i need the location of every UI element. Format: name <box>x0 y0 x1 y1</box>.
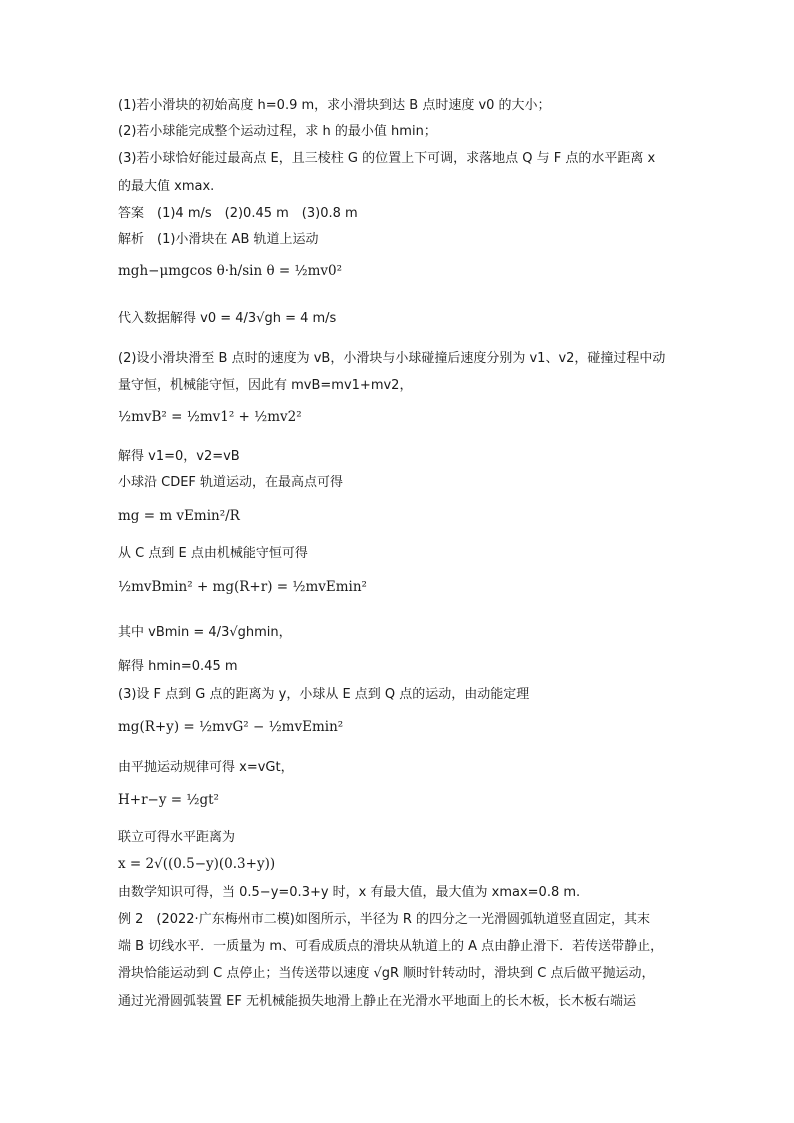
question-1: (1)若小滑块的初始高度 h=0.9 m，求小滑块到达 B 点时速度 v0 的大小； <box>118 98 551 113</box>
example-2-line-4: 通过光滑圆弧装置 EF 无机械能损失地滑上静止在光滑水平地面上的长木板，长木板右端运 <box>118 994 636 1009</box>
equation-5: mg = m vEmin²/R <box>118 508 240 524</box>
equation-6: ½mvBmin² + mg(R+r) = ½mvEmin² <box>118 579 367 595</box>
example-2-line-3: 滑块恰能运动到 C 点停止；当传送带以速度 √gR 顺时针转动时，滑块到 C 点后做平抛运动， <box>118 966 655 981</box>
equation-1: mgh−μmgcos θ·h/sin θ = ½mv0² <box>118 263 343 279</box>
equation-10: H+r−y = ½gt² <box>118 792 219 808</box>
answer-line: 答案 (1)4 m/s (2)0.45 m (3)0.8 m <box>118 206 358 221</box>
equation-3: ½mvB² = ½mv1² + ½mv2² <box>118 409 302 425</box>
part-2-line-3: 小球沿 CDEF 轨道运动，在最高点可得 <box>118 475 344 490</box>
part-3-line-2: 由平抛运动规律可得 x=vGt， <box>118 760 294 775</box>
equation-4: 解得 v1=0，v2=vB <box>118 449 240 464</box>
part-3-line-4: 由数学知识可得，当 0.5−y=0.3+y 时，x 有最大值，最大值为 xmax=0.8 m. <box>118 885 581 900</box>
part-2-line-2: 量守恒，机械能守恒，因此有 mvB=mv1+mv2， <box>118 378 413 393</box>
question-3-line-1: (3)若小球恰好能过最高点 E，且三棱柱 G 的位置上下可调，求落地点 Q 与 F 点的水平距离 x <box>118 151 656 166</box>
equation-11: x = 2√((0.5−y)(0.3+y)) <box>118 856 276 872</box>
part-2-line-4: 从 C 点到 E 点由机械能守恒可得 <box>118 546 308 561</box>
analysis-heading: 解析 (1)小滑块在 AB 轨道上运动 <box>118 232 319 247</box>
question-2: (2)若小球能完成整个运动过程，求 h 的最小值 hmin； <box>118 124 437 139</box>
question-3-line-2: 的最大值 xmax. <box>118 179 215 194</box>
equation-9: mg(R+y) = ½mvG² − ½mvEmin² <box>118 719 344 735</box>
example-2-line-1: 例 2 (2022·广东梅州市二模)如图所示，半径为 R 的四分之一光滑圆弧轨道竖直固定，其末 <box>118 912 651 927</box>
equation-2: 代入数据解得 v0 = 4/3√gh = 4 m/s <box>118 311 337 326</box>
equation-8: 解得 hmin=0.45 m <box>118 659 238 674</box>
part-2-line-1: (2)设小滑块滑至 B 点时的速度为 vB，小滑块与小球碰撞后速度分别为 v1、v2，碰撞过程中动 <box>118 351 666 366</box>
equation-7: 其中 vBmin = 4/3√ghmin， <box>118 625 292 640</box>
part-3-line-1: (3)设 F 点到 G 点的距离为 y，小球从 E 点到 Q 点的运动，由动能定理 <box>118 687 530 702</box>
example-2-line-2: 端 B 切线水平．一质量为 m、可看成质点的滑块从轨道上的 A 点由静止滑下．若传送带静止， <box>118 939 664 954</box>
part-3-line-3: 联立可得水平距离为 <box>118 830 236 845</box>
